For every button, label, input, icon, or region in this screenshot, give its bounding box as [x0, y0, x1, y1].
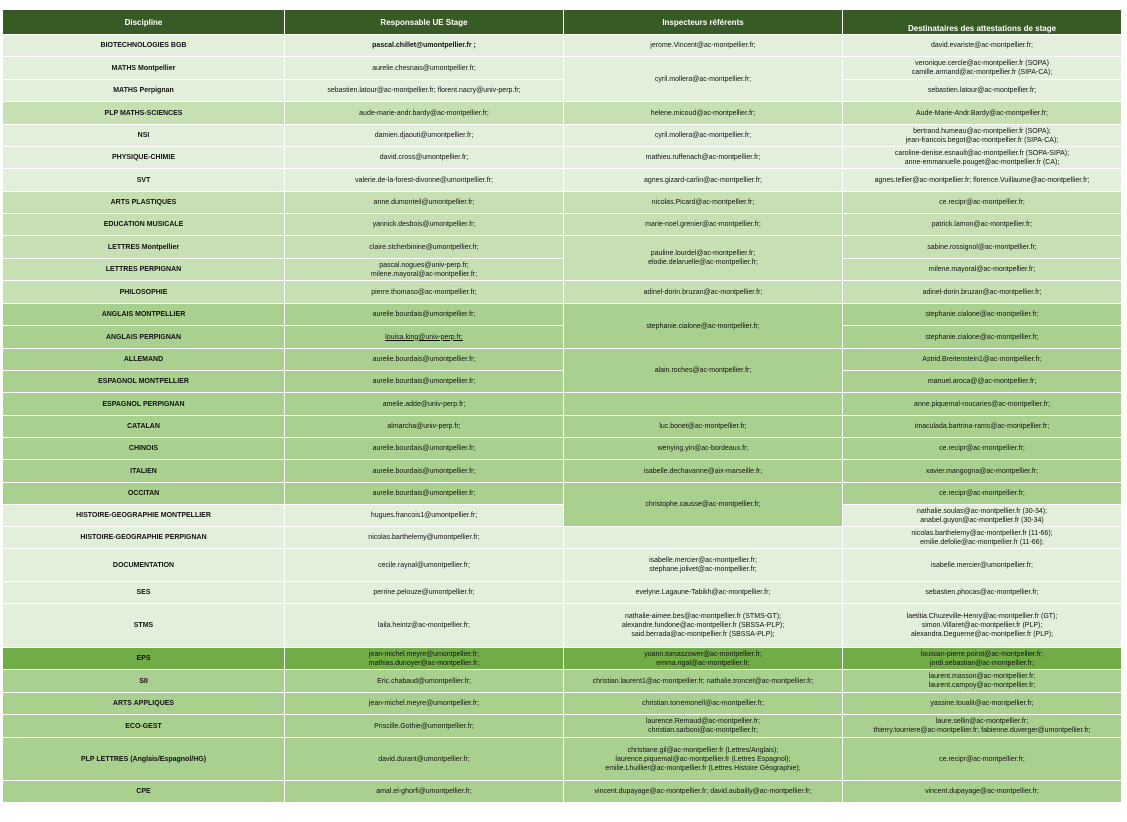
inspecteurs-cell: [564, 483, 843, 527]
destinataires-cell: [843, 192, 1122, 214]
email-line[interactable]: christian.torremonell@ac-montpellier.fr;: [642, 700, 764, 707]
destinataires-cell: [843, 582, 1122, 604]
email-line[interactable]: emma.rigal@ac-montpellier.fr;: [656, 659, 750, 667]
inspecteurs-cell: [564, 147, 843, 169]
inspecteurs-cell: [564, 693, 843, 715]
email-line[interactable]: veronique.cercle@ac-montpellier.fr (SOPA): [915, 60, 1049, 67]
email-line[interactable]: ce.recipr@ac-montpellier.fr;: [939, 490, 1025, 497]
destinataires-cell: [843, 505, 1122, 527]
responsable-cell: [285, 125, 564, 147]
email-line[interactable]: adinel-dorin.bruzan@ac-montpellier.fr;: [643, 288, 763, 296]
discipline-cell-espagnol-montpellier: ESPAGNOL MONTPELLIER: [3, 371, 285, 393]
discipline-cell-ses: SES: [3, 582, 285, 604]
email-line[interactable]: david.cross@umontpellier.fr;: [379, 154, 469, 161]
discipline-cell-chinois: CHINOIS: [3, 438, 285, 460]
table-row: [3, 393, 1122, 416]
email-line[interactable]: elodie.delaruelle@ac-montpellier.fr;: [648, 259, 758, 266]
responsable-cell: [285, 438, 564, 460]
email-line[interactable]: alexandre.fundone@ac-montpellier.fr (SBSSA-PLP);: [621, 622, 785, 629]
discipline-cell-sii: SII: [3, 670, 285, 693]
destinataires-cell: [843, 460, 1122, 483]
destinataires-cell: [843, 738, 1122, 781]
email-line[interactable]: cyril.mollera@ac-montpellier.fr;: [654, 132, 752, 139]
email-line[interactable]: nicolas.Picard@ac-montpellier.fr;: [651, 199, 755, 206]
destinataires-cell: [843, 371, 1122, 393]
email-line[interactable]: claire.stcherbinine@umontpellier.fr;: [369, 243, 479, 251]
responsable-cell: [285, 80, 564, 102]
email-line[interactable]: isabelle.mercier@ac-montpellier.fr;: [649, 557, 757, 564]
email-line[interactable]: adinel-dorin.bruzan@ac-montpellier.fr;: [922, 288, 1042, 296]
email-line[interactable]: aurelie.bourdais@umontpellier.fr;: [372, 356, 476, 363]
discipline-cell-italien: ITALIEN: [3, 460, 285, 483]
email-line[interactable]: milene.mayoral@ac-montpellier.fr;: [928, 266, 1036, 273]
email-line[interactable]: nicolas.barthelemy@umontpellier.fr;: [368, 534, 480, 541]
responsable-cell: [285, 326, 564, 349]
email-line[interactable]: mathieu.ruffenach@ac-montpellier.fr;: [645, 154, 761, 161]
responsable-cell: [285, 214, 564, 236]
table-row: [3, 281, 1122, 304]
table-row: [3, 527, 1122, 549]
discipline-cell-maths-perpignan: MATHS Perpignan: [3, 80, 285, 102]
destinataires-cell: [843, 549, 1122, 582]
destinataires-cell: [843, 57, 1122, 80]
responsable-cell: [285, 304, 564, 326]
inspecteurs-cell: [564, 349, 843, 393]
responsable-cell: [285, 349, 564, 371]
email-line[interactable]: christian.laurent1@ac-montpellier.fr; nathalie.troncet@ac-montpellier.fr;: [592, 677, 814, 685]
responsable-cell: [285, 393, 564, 416]
destinataires-cell: [843, 326, 1122, 349]
discipline-cell-histoire-geographie-perpignan: HISTOIRE-GEOGRAPHIE PERPIGNAN: [3, 527, 285, 549]
destinataires-cell: [843, 715, 1122, 738]
discipline-cell-plp-lettres-anglais-espagnol-hg: PLP LETTRES (Anglais/Espagnol/HG): [3, 738, 285, 781]
email-line[interactable]: jean-michel.meyre@umontpellier.fr;: [368, 650, 480, 658]
email-line[interactable]: pascal.nogues@univ-perp.fr;: [379, 261, 469, 269]
email-line[interactable]: stephanie.cialone@ac-montpellier.fr;: [646, 322, 760, 330]
email-line[interactable]: yannick.desbois@umontpellier.fr;: [372, 221, 476, 228]
email-line[interactable]: perrine.pelouze@umontpellier.fr;: [373, 589, 475, 596]
email-line[interactable]: simon.Villaret@ac-montpellier.fr (PLP);: [921, 622, 1043, 629]
discipline-cell-lettres-perpignan: LETTRES PERPIGNAN: [3, 259, 285, 281]
email-line[interactable]: Astrid.Breitenstein1@ac-montpellier.fr;: [922, 356, 1042, 363]
responsable-cell: [285, 483, 564, 505]
inspecteurs-cell: [564, 169, 843, 192]
header-row: [3, 10, 1122, 35]
discipline-cell-education-musicale: EDUCATION MUSICALE: [3, 214, 285, 236]
email-line[interactable]: yoann.tomaszower@ac-montpellier.fr;: [644, 650, 762, 658]
responsable-cell: [285, 259, 564, 281]
discipline-cell-svt: SVT: [3, 169, 285, 192]
responsable-cell: [285, 604, 564, 648]
email-line[interactable]: manuel.aroca@@ac-montpellier.fr;: [927, 378, 1037, 385]
email-line[interactable]: laetitia.Chuzeville-Henry@ac-montpellier.fr (GT);: [906, 613, 1058, 620]
email-line[interactable]: jean-francois.begot@ac-montpellier.fr (SIPA-CA);: [905, 136, 1059, 144]
email-line[interactable]: nathalie.soulas@ac-montpellier.fr (30-34);: [916, 507, 1048, 515]
email-line[interactable]: anne-emmanuelle.pouget@ac-montpellier.fr (CA);: [904, 158, 1060, 166]
email-line[interactable]: nathalie-aimee.bes@ac-montpellier.fr (STMS-GT);: [624, 613, 782, 620]
email-line[interactable]: laurent.campoy@ac-montpellier.fr;: [928, 682, 1036, 689]
inspecteurs-cell: [564, 549, 843, 582]
discipline-cell-anglais-montpellier: ANGLAIS MONTPELLIER: [3, 304, 285, 326]
inspecteurs-cell: [564, 393, 843, 416]
inspecteurs-cell: [564, 781, 843, 803]
email-line[interactable]: Priscille.Gothie@umontpellier.fr;: [374, 722, 474, 730]
table-row: [3, 371, 1122, 393]
destinataires-cell: [843, 483, 1122, 505]
email-line[interactable]: ce.recipr@ac-montpellier.fr;: [939, 199, 1025, 206]
email-line[interactable]: luc.bonet@ac-montpellier.fr;: [659, 423, 747, 430]
table-row: [3, 236, 1122, 259]
table-row: [3, 304, 1122, 326]
destinataires-cell: [843, 236, 1122, 259]
inspecteurs-cell: [564, 738, 843, 781]
email-line[interactable]: stephanie.cialone@ac-montpellier.fr;: [925, 311, 1039, 318]
inspecteurs-cell: [564, 670, 843, 693]
inspecteurs-cell: [564, 648, 843, 670]
inspecteurs-cell: [564, 192, 843, 214]
responsable-cell: [285, 102, 564, 125]
inspecteurs-cell: [564, 281, 843, 304]
responsable-cell: [285, 648, 564, 670]
email-line[interactable]: damien.djaouti@umontpellier.fr;: [374, 132, 474, 139]
responsable-cell: [285, 281, 564, 304]
table-row: [3, 416, 1122, 438]
responsable-cell: [285, 147, 564, 169]
email-line[interactable]: anne.dumonteil@umontpellier.fr;: [373, 199, 475, 206]
email-line[interactable]: sabine.rossignol@ac-montpellier.fr;: [927, 243, 1037, 251]
responsable-cell: [285, 527, 564, 549]
email-line[interactable]: wenying.yin@ac-bordeaux.fr;: [657, 445, 749, 452]
discipline-cell-espagnol-perpignan: ESPAGNOL PERPIGNAN: [3, 393, 285, 416]
discipline-cell-catalan: CATALAN: [3, 416, 285, 438]
email-line[interactable]: emilie.Lhuillier@ac-montpellier.fr (Lettres Histoire Géographie);: [605, 764, 801, 772]
destinataires-cell: [843, 102, 1122, 125]
responsable-cell: [285, 738, 564, 781]
email-line[interactable]: pauline.lourdel@ac-montpellier.fr;: [650, 250, 756, 257]
inspecteurs-cell: [564, 604, 843, 648]
email-line[interactable]: emilie.defolie@ac-montpellier.fr (11-66);: [920, 538, 1044, 546]
inspecteurs-cell: [564, 214, 843, 236]
discipline-cell-anglais-perpignan: ANGLAIS PERPIGNAN: [3, 326, 285, 349]
discipline-cell-plp-maths-sciences: PLP MATHS-SCIENCES: [3, 102, 285, 125]
discipline-cell-histoire-geographie-montpellier: HISTOIRE-GEOGRAPHIE MONTPELLIER: [3, 505, 285, 527]
email-line[interactable]: isabelle.dechavanne@aix-marseille.fr;: [643, 467, 763, 475]
email-line[interactable]: laurence.Remaud@ac-montpellier.fr;: [645, 718, 761, 725]
email-line[interactable]: christophe.causse@ac-montpellier.fr;: [645, 501, 761, 508]
email-line[interactable]: aurelie.bourdais@umontpellier.fr;: [372, 467, 476, 475]
table-row: [3, 738, 1122, 781]
destinataires-cell: [843, 125, 1122, 147]
inspecteurs-cell: [564, 715, 843, 738]
email-line[interactable]: bertrand.humeau@ac-montpellier.fr (SOPA);: [913, 127, 1051, 135]
email-line[interactable]: jean-michel.meyre@umontpellier.fr;: [368, 700, 480, 707]
email-line[interactable]: jordi.sebastian@ac-montpellier.fr;: [930, 659, 1034, 667]
email-line[interactable]: evelyne.Lagaune-Tabikh@ac-montpellier.fr;: [635, 589, 771, 596]
inspecteurs-cell: [564, 582, 843, 604]
table-wrapper: [2, 9, 1121, 803]
header-discipline: Discipline: [3, 10, 285, 35]
destinataires-cell: [843, 393, 1122, 416]
email-line[interactable]: jerome.Vincent@ac-montpellier.fr;: [650, 42, 756, 49]
responsable-cell: [285, 549, 564, 582]
email-line[interactable]: louisian-pierre.poirot@ac-montpellier.fr;: [920, 650, 1044, 658]
table-row: [3, 326, 1122, 349]
responsable-cell: [285, 169, 564, 192]
destinataires-cell: [843, 147, 1122, 169]
table-row: [3, 57, 1122, 80]
email-line[interactable]: stephanie.cialone@ac-montpellier.fr;: [925, 333, 1039, 341]
responsable-cell: [285, 582, 564, 604]
table-row: [3, 349, 1122, 371]
discipline-cell-occitan: OCCITAN: [3, 483, 285, 505]
inspecteurs-cell: [564, 416, 843, 438]
email-line[interactable]: aurelie.chesnais@umontpellier.fr;: [372, 64, 476, 72]
responsable-cell: [285, 670, 564, 693]
destinataires-cell: [843, 80, 1122, 102]
email-line[interactable]: yassine.toualit@ac-montpellier.fr;: [930, 700, 1034, 707]
destinataires-cell: [843, 349, 1122, 371]
email-line[interactable]: anne.piquemal-roucaries@ac-montpellier.fr;: [914, 400, 1050, 408]
destinataires-cell: [843, 670, 1122, 693]
email-line[interactable]: anabel.guyon@ac-montpellier.fr (30-34): [920, 516, 1044, 524]
email-line[interactable]: laila.heintz@ac-montpellier.fr;: [378, 622, 470, 629]
table-row: [3, 438, 1122, 460]
email-line[interactable]: pierre.thomaso@ac-montpellier.fr;: [371, 288, 477, 296]
table-row: [3, 169, 1122, 192]
email-line[interactable]: ce.recipr@ac-montpellier.fr;: [939, 445, 1025, 452]
email-line[interactable]: Aude-Marie-Andr.Bardy@ac-montpellier.fr;: [916, 109, 1048, 117]
email-line[interactable]: david.evariste@ac-montpellier.fr;: [930, 42, 1034, 49]
email-line[interactable]: xavier.mangogna@ac-montpellier.fr;: [925, 467, 1039, 475]
discipline-cell-lettres-montpellier: LETTRES Montpellier: [3, 236, 285, 259]
responsable-cell: [285, 192, 564, 214]
inspecteurs-cell: [564, 527, 843, 549]
email-line[interactable]: valerie.de-la-forest-divonne@umontpellier.fr;: [355, 176, 493, 184]
inspecteurs-cell: [564, 125, 843, 147]
responsable-cell: [285, 505, 564, 527]
email-line[interactable]: imaculada.bartrina-rams@ac-montpellier.fr;: [914, 423, 1050, 430]
email-line[interactable]: ce.recipr@ac-montpellier.fr;: [939, 755, 1025, 763]
destinataires-cell: [843, 281, 1122, 304]
inspecteurs-cell: [564, 102, 843, 125]
table-row: [3, 460, 1122, 483]
email-line[interactable]: thierry.tourriere@ac-montpellier.fr; fabienne.duverger@umontpellier.fr;: [873, 727, 1091, 734]
email-line[interactable]: agnes.tellier@ac-montpellier.fr; florence.Vuillaume@ac-montpellier.fr;: [874, 176, 1090, 184]
responsable-cell: [285, 416, 564, 438]
email-line[interactable]: christian.sarboni@ac-montpellier.fr;: [648, 727, 758, 734]
email-line[interactable]: vincent.dupayage@ac-montpellier.fr; david.aubailly@ac-montpellier.fr;: [594, 788, 812, 795]
responsable-cell: [285, 715, 564, 738]
email-line[interactable]: stephane.jolivet@ac-montpellier.fr;: [649, 566, 757, 573]
discipline-cell-eco-gest: ECO-GEST: [3, 715, 285, 738]
discipline-cell-cpe: CPE: [3, 781, 285, 803]
email-line[interactable]: laurence.piquemal@ac-montpellier.fr (Lettres Espagnol);: [615, 755, 791, 763]
header-inspecteurs: Inspecteurs référents: [564, 10, 843, 35]
table-row: [3, 147, 1122, 169]
email-line[interactable]: david.durant@umontpellier.fr;: [378, 755, 470, 763]
inspecteurs-cell: [564, 236, 843, 281]
destinataires-cell: [843, 693, 1122, 715]
email-line[interactable]: marie-noel.grenier@ac-montpellier.fr;: [645, 221, 761, 228]
email-line[interactable]: vincent.dupayage@ac-montpellier.fr;: [925, 788, 1039, 795]
table-row: [3, 781, 1122, 803]
table-row: [3, 192, 1122, 214]
email-line[interactable]: aurelie.bourdais@umontpellier.fr;: [372, 490, 476, 497]
discipline-cell-maths-montpellier: MATHS Montpellier: [3, 57, 285, 80]
table-row: [3, 102, 1122, 125]
table-row: [3, 582, 1122, 604]
email-line[interactable]: sebastien.latour@ac-montpellier.fr; florent.nacry@univ-perp.fr;: [327, 87, 521, 94]
table-row: [3, 35, 1122, 57]
discipline-cell-eps: EPS: [3, 648, 285, 670]
email-line[interactable]: christiane.gil@ac-montpellier.fr (Lettres/Anglais);: [627, 746, 779, 754]
inspecteurs-cell: [564, 304, 843, 349]
email-line[interactable]: alain.roches@ac-montpellier.fr;: [654, 367, 752, 374]
table-row: [3, 505, 1122, 527]
header-destinataires: Destinataires des attestations de stage: [843, 10, 1122, 35]
email-line[interactable]: hugues.francois1@umontpellier.fr;: [370, 512, 478, 519]
responsable-cell: [285, 35, 564, 57]
email-line[interactable]: pascal.chillet@umontpellier.fr ;: [372, 42, 476, 49]
discipline-cell-allemand: ALLEMAND: [3, 349, 285, 371]
discipline-cell-biotechnologies-bgb: BIOTECHNOLOGIES BGB: [3, 35, 285, 57]
email-line[interactable]: amelie.adde@univ-perp.fr;: [382, 400, 466, 408]
email-line[interactable]: aurelie.bourdais@umontpellier.fr;: [372, 445, 476, 452]
email-line[interactable]: sebastien.phocas@ac-montpellier.fr;: [925, 589, 1039, 596]
inspecteurs-cell: [564, 460, 843, 483]
destinataires-cell: [843, 438, 1122, 460]
responsable-cell: [285, 693, 564, 715]
discipline-cell-philosophie: PHILOSOPHIE: [3, 281, 285, 304]
email-line[interactable]: milene.mayoral@ac-montpellier.fr;: [370, 270, 478, 278]
email-line[interactable]: said.berrada@ac-montpellier.fr (SBSSA-PLP);: [631, 631, 775, 638]
email-line[interactable]: nicolas.barthelemy@ac-montpellier.fr (11-66);: [911, 529, 1053, 537]
destinataires-cell: [843, 35, 1122, 57]
email-line[interactable]: Eric.chabaud@umontpellier.fr;: [377, 677, 471, 685]
email-line[interactable]: mathias.dunoyer@ac-montpellier.fr;: [368, 659, 480, 667]
table-row: [3, 693, 1122, 715]
inspecteurs-cell: [564, 438, 843, 460]
table-row: [3, 125, 1122, 147]
responsable-cell: [285, 781, 564, 803]
discipline-cell-stms: STMS: [3, 604, 285, 648]
email-line[interactable]: aude-marie-andr.bardy@ac-montpellier.fr;: [359, 109, 489, 117]
email-line[interactable]: helene.micoud@ac-montpellier.fr;: [650, 109, 756, 117]
table-row: [3, 648, 1122, 670]
table-row: [3, 214, 1122, 236]
destinataires-cell: [843, 781, 1122, 803]
destinataires-cell: [843, 604, 1122, 648]
stage-contacts-table: [2, 9, 1122, 803]
discipline-cell-documentation: DOCUMENTATION: [3, 549, 285, 582]
header-responsable: Responsable UE Stage: [285, 10, 564, 35]
email-line[interactable]: isabelle.mercier@umontpellier.fr;: [930, 561, 1034, 569]
email-line[interactable]: louisa.king@univ-perp.fr;: [385, 333, 463, 341]
responsable-cell: [285, 236, 564, 259]
inspecteurs-cell: [564, 35, 843, 57]
responsable-cell: [285, 371, 564, 393]
responsable-cell: [285, 57, 564, 80]
destinataires-cell: [843, 214, 1122, 236]
email-line[interactable]: sebastien.latour@ac-montpellier.fr;: [927, 87, 1037, 94]
table-row: [3, 549, 1122, 582]
email-line[interactable]: aurelie.bourdais@umontpellier.fr;: [372, 378, 476, 385]
destinataires-cell: [843, 648, 1122, 670]
email-line[interactable]: cecile.raynal@umontpellier.fr;: [378, 561, 470, 569]
email-line[interactable]: camille.armand@ac-montpellier.fr (SIPA-CA);: [911, 69, 1053, 76]
email-line[interactable]: caroline-denise.esnault@ac-montpellier.fr (SOPA-SIPA);: [894, 149, 1070, 157]
table-row: [3, 715, 1122, 738]
table-row: [3, 670, 1122, 693]
email-line[interactable]: amal.el-ghorfi@umontpellier.fr;: [376, 788, 472, 795]
email-line[interactable]: almarcha@univ-perp.fr;: [387, 423, 461, 430]
destinataires-cell: [843, 527, 1122, 549]
discipline-cell-physique-chimie: PHYSIQUE-CHIMIE: [3, 147, 285, 169]
table-row: [3, 483, 1122, 505]
table-row: [3, 604, 1122, 648]
destinataires-cell: [843, 416, 1122, 438]
table-row: [3, 80, 1122, 102]
email-line[interactable]: laurent.masson@ac-montpellier.fr;: [928, 673, 1036, 680]
email-line[interactable]: aurelie.bourdais@umontpellier.fr;: [372, 311, 476, 318]
email-line[interactable]: laure.sellin@ac-montpellier.fr;: [935, 718, 1029, 725]
discipline-cell-arts-appliques: ARTS APPLIQUES: [3, 693, 285, 715]
email-line[interactable]: cyril.mollera@ac-montpellier.fr;: [654, 75, 752, 83]
discipline-cell-arts-plastiques: ARTS PLASTIQUES: [3, 192, 285, 214]
email-line[interactable]: agnes.gizard-carlin@ac-montpellier.fr;: [644, 176, 762, 184]
destinataires-cell: [843, 304, 1122, 326]
inspecteurs-cell: [564, 57, 843, 102]
email-line[interactable]: alexandra.Deguerne@ac-montpellier.fr (PLP);: [910, 631, 1054, 638]
table-row: [3, 259, 1122, 281]
responsable-cell: [285, 460, 564, 483]
email-line[interactable]: patrick.lamon@ac-montpellier.fr;: [931, 221, 1033, 228]
discipline-cell-nsi: NSI: [3, 125, 285, 147]
destinataires-cell: [843, 259, 1122, 281]
destinataires-cell: [843, 169, 1122, 192]
